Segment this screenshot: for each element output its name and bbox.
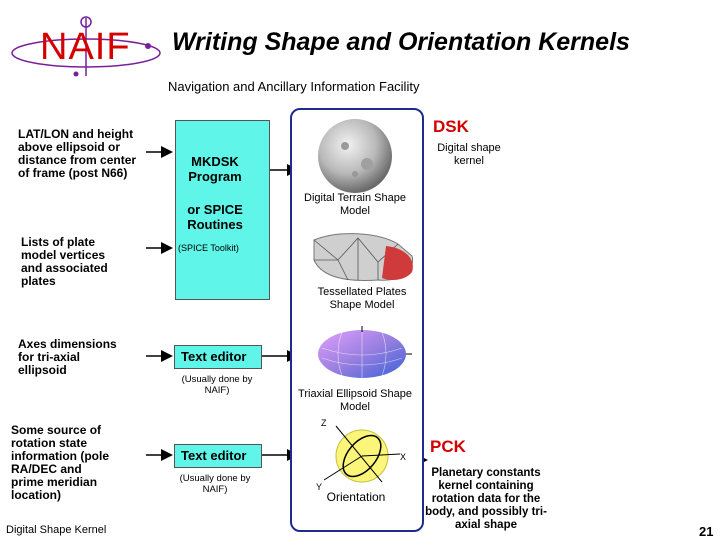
input-label-axes: Axes dimensions for tri-axial ellipsoid xyxy=(18,337,117,377)
text-editor-label-1: Text editor xyxy=(181,349,247,364)
input-label-plates: Lists of plate model vertices and associated plates xyxy=(21,235,108,288)
editor2-note: (Usually done by NAIF) xyxy=(179,473,251,495)
mkdsk-alt: or SPICE Routines xyxy=(187,202,243,232)
pck-description: Planetary constants kernel containing rotation data for the body, and possibly tri-axial shape xyxy=(425,467,547,531)
pck-title: PCK xyxy=(430,437,466,456)
editor1-note: (Usually done by NAIF) xyxy=(181,374,253,396)
dsk-description: Digital shape kernel xyxy=(437,142,501,167)
text-editor-label-2: Text editor xyxy=(181,448,247,463)
input-label-latlon: LAT/LON and height above ellipsoid or distance from center of frame (post N66) xyxy=(18,127,137,180)
page-number: 21 xyxy=(699,524,714,539)
axis-z-label: Z xyxy=(321,418,327,428)
page-subtitle: Navigation and Ancillary Information Facility xyxy=(168,79,420,94)
orientation-label: Orientation xyxy=(326,490,386,504)
dsk-title: DSK xyxy=(433,117,469,136)
text-editor-box-1 xyxy=(174,345,262,369)
terrain-sphere-icon xyxy=(315,116,395,196)
ellipsoid-model-label: Triaxial Ellipsoid Shape Model xyxy=(298,388,412,413)
orientation-diagram-icon xyxy=(316,418,406,490)
axis-y-label: Y xyxy=(316,482,323,492)
toolkit-note: (SPICE Toolkit) xyxy=(178,243,239,253)
axis-x-label: X xyxy=(400,452,407,462)
logo-text: NAIF xyxy=(40,26,131,68)
terrain-model-label: Digital Terrain Shape Model xyxy=(304,192,406,217)
input-label-rotation: Some source of rotation state information (pole RA/DEC and prime meridian location) xyxy=(11,423,109,502)
footer-label: Digital Shape Kernel xyxy=(6,524,107,536)
plates-model-label: Tessellated Plates Shape Model xyxy=(317,286,407,311)
mkdsk-title: MKDSK Program xyxy=(188,154,242,184)
page-title: Writing Shape and Orientation Kernels xyxy=(172,28,630,56)
triaxial-ellipsoid-icon xyxy=(312,326,412,382)
text-editor-box-2 xyxy=(174,444,262,468)
tessellated-plates-icon xyxy=(308,230,418,286)
